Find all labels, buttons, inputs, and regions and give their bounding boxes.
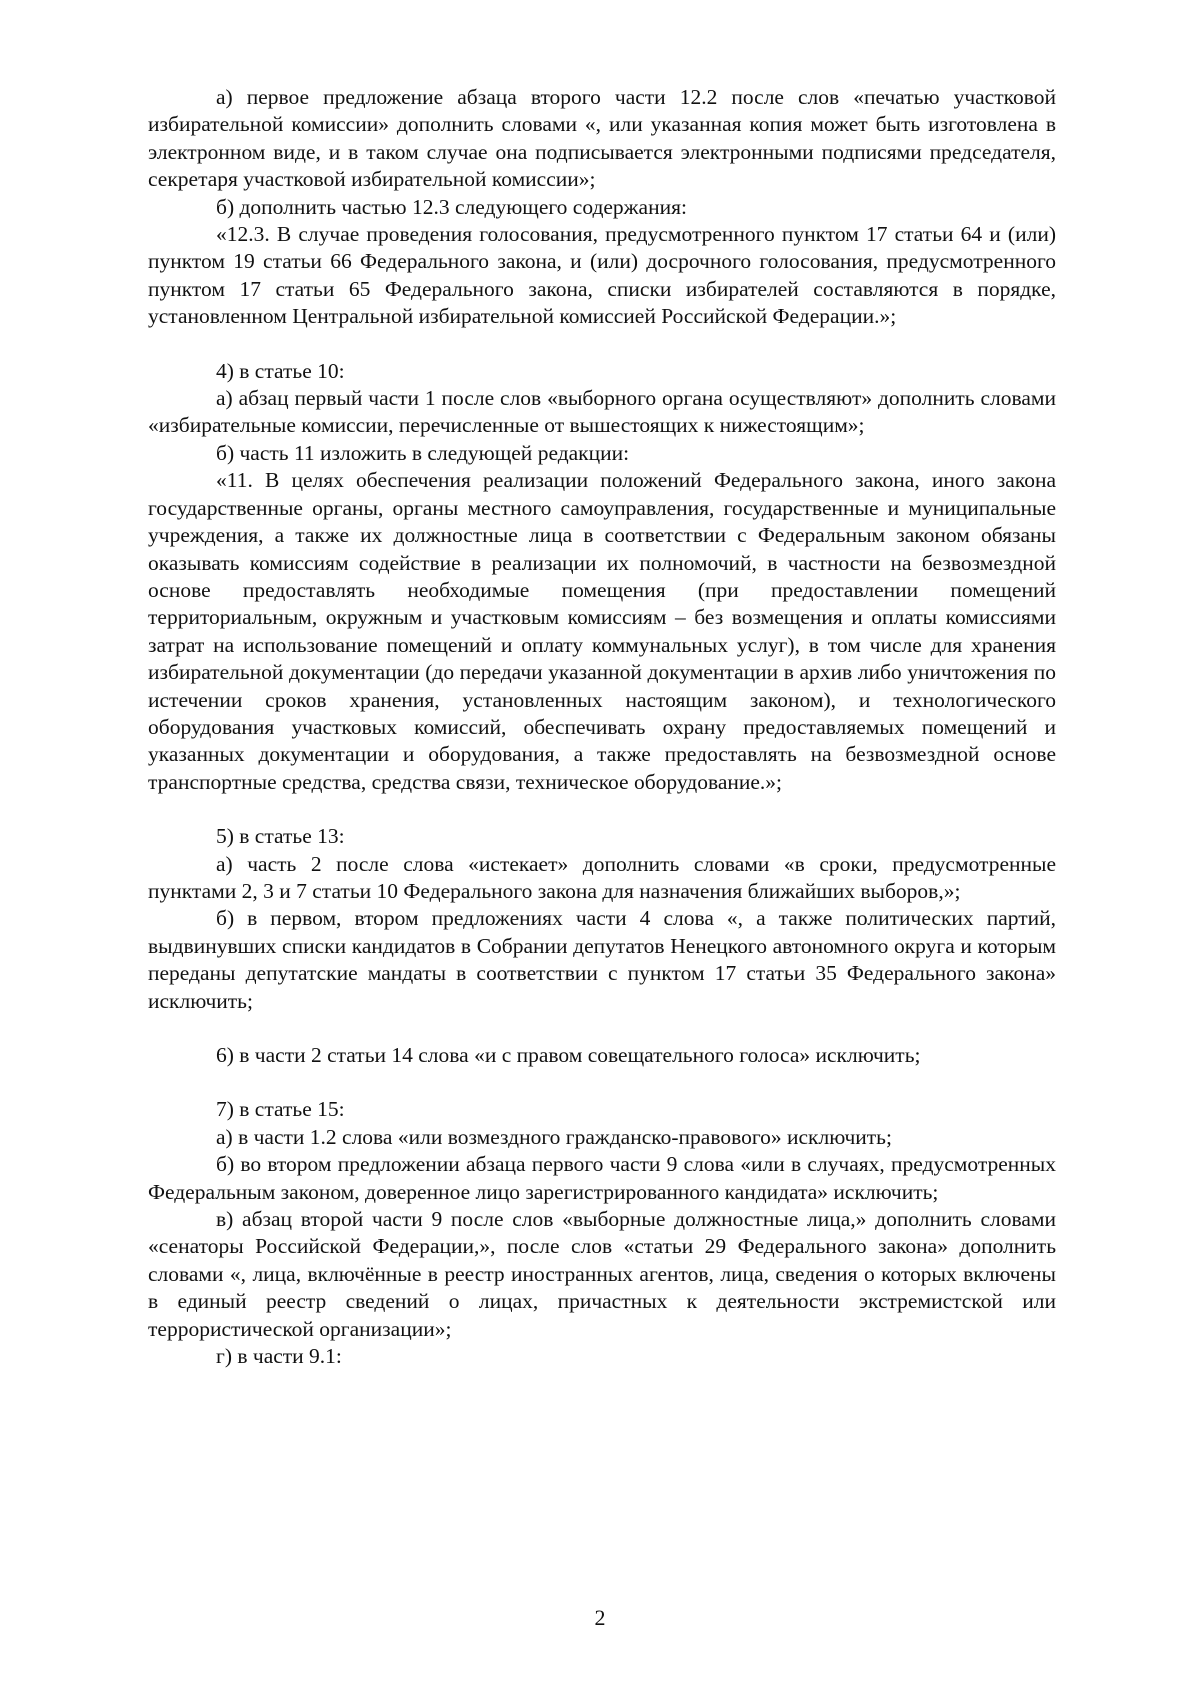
paragraph-13: а) в части 1.2 слова «или возмездного гражданско-правового» исключить; — [216, 1124, 892, 1149]
paragraph-15: в) абзац второй части 9 после слов «выборные должностные лица,» дополнить словами «сенаторы Российской Федерации,», после слов «статьи 29 Федерального закона» дополнить словами «, лица, включённые в реестр иностранных агентов, лица, сведения о которых включены в единый реестр сведений о лицах, причастных к деятельности экстремистской или террористической организации»; — [148, 1207, 1056, 1341]
paragraph-14: б) во втором предложении абзаца первого части 9 слова «или в случаях, предусмотренных Федеральным законом, доверенное лицо зарегистрированного кандидата» исключить; — [148, 1152, 1056, 1204]
paragraph-7: «11. В целях обеспечения реализации положений Федерального закона, иного закона государственные органы, органы местного самоуправления, государственные и муниципальные учреждения, а также их должностные лица в соответствии с Федеральным законом обязаны оказывать комиссиям содействие в реализации их полномочий, в частности на безвозмездной основе предоставлять необходимые помещения (при предоставлении помещений территориальным, окружным и участковым комиссиям – без возмещения и оплаты комиссиями затрат на использование помещений и оплату коммунальных услуг), в том числе для хранения избирательной документации (до передачи указанной документации в архив либо уничтожения по истечении сроков хранения, установленных настоящим законом), и технологического оборудования участковых комиссий, обеспечивать охрану предоставляемых помещений и указанных документации и оборудования, а также предоставлять на безвозмездной основе транспортные средства, средства связи, техническое оборудование.»; — [148, 468, 1056, 794]
paragraph-8: 5) в статье 13: — [216, 824, 345, 849]
paragraph-9: а) часть 2 после слова «истекает» дополнить словами «в сроки, предусмотренные пунктами 2, 3 и 7 статьи 10 Федерального закона для назначения ближайших выборов,»; — [148, 851, 1056, 903]
paragraph-3: «12.3. В случае проведения голосования, предусмотренного пунктом 17 статьи 64 и (или) пунктом 19 статьи 66 Федерального закона, и (или) досрочного голосования, предусмотренного пунктом 17 статьи 65 Федерального закона, списки избирателей составляются в порядке, установленном Центральной избирательной комиссией Российской Федерации.»; — [148, 222, 1056, 329]
paragraph-10: б) в первом, втором предложениях части 4 слова «, а также политических партий, выдвинувших списки кандидатов в Собрании депутатов Ненецкого автономного округа и которым переданы депутатские мандаты в соответствии с пунктом 17 статьи 35 Федерального закона» исключить; — [148, 906, 1056, 1013]
paragraph-12: 7) в статье 15: — [216, 1097, 345, 1122]
paragraph-5: а) абзац первый части 1 после слов «выборного органа осуществляют» дополнить словами «избирательные комиссии, перечисленные от вышестоящих к нижестоящим»; — [148, 386, 1056, 438]
paragraph-6: б) часть 11 изложить в следующей редакции: — [216, 440, 630, 465]
document-body — [148, 84, 1056, 1370]
paragraph-2: б) дополнить частью 12.3 следующего содержания: — [216, 194, 687, 219]
page-number: 2 — [594, 1605, 606, 1630]
paragraph-16: г) в части 9.1: — [216, 1344, 342, 1369]
paragraph-11: 6) в части 2 статьи 14 слова «и с правом совещательного голоса» исключить; — [216, 1043, 921, 1067]
paragraph-1: а) первое предложение абзаца второго части 12.2 после слов «печатью участковой избирательной комиссии» дополнить словами «, или указанная копия может быть изготовлена в электронном виде, и в таком случае она подписывается электронными подписями председателя, секретаря участковой избирательной комиссии»; — [148, 85, 1056, 192]
paragraph-4: 4) в статье 10: — [216, 358, 345, 383]
